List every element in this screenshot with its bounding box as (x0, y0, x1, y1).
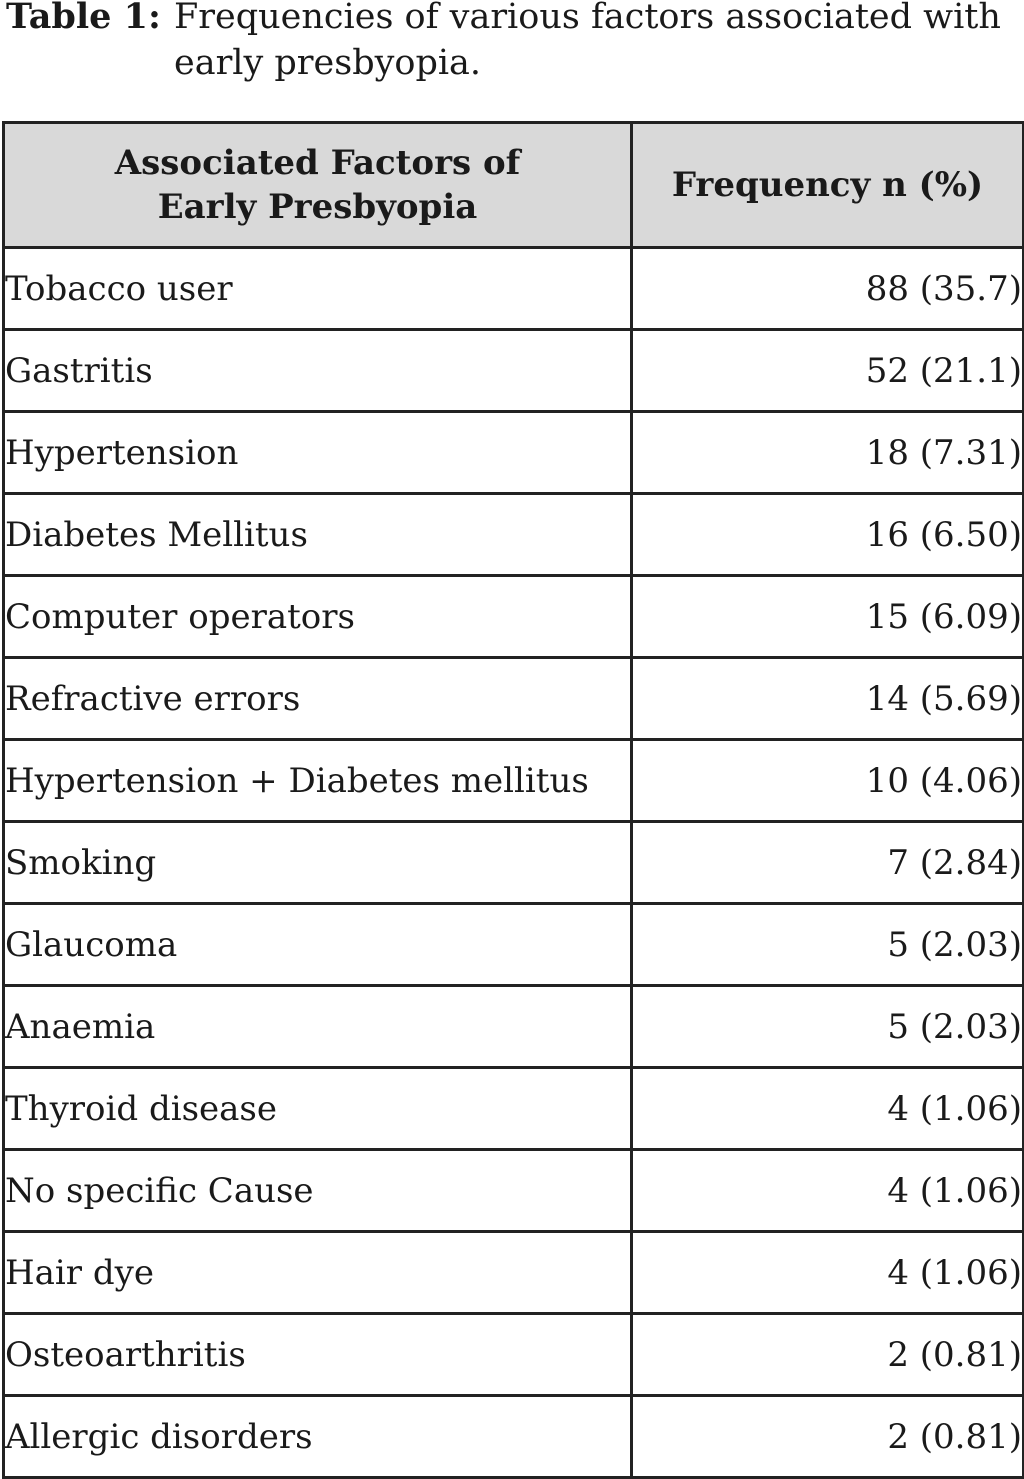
frequency-cell: 10 (4.06) (632, 740, 1024, 822)
header-associated-factors: Associated Factors of Early Presbyopia (4, 123, 632, 248)
frequency-cell: 5 (2.03) (632, 904, 1024, 986)
frequency-cell: 5 (2.03) (632, 986, 1024, 1068)
frequency-cell: 16 (6.50) (632, 494, 1024, 576)
frequency-cell: 88 (35.7) (632, 248, 1024, 330)
table-row (4, 1068, 1024, 1150)
table-row (4, 1314, 1024, 1396)
table-row (4, 330, 1024, 412)
factor-cell: Hypertension + Diabetes mellitus (4, 740, 632, 822)
table-row (4, 1150, 1024, 1232)
frequency-cell: 18 (7.31) (632, 412, 1024, 494)
frequency-cell: 2 (0.81) (632, 1396, 1024, 1478)
table-row (4, 248, 1024, 330)
frequency-cell: 2 (0.81) (632, 1314, 1024, 1396)
frequency-cell: 4 (1.06) (632, 1068, 1024, 1150)
factor-cell: Glaucoma (4, 904, 632, 986)
table-row (4, 822, 1024, 904)
table-row (4, 1396, 1024, 1478)
factor-cell: Anaemia (4, 986, 632, 1068)
factor-cell: Refractive errors (4, 658, 632, 740)
caption-text: Frequencies of various factors associated with early presbyopia. (174, 0, 1001, 83)
table-row (4, 658, 1024, 740)
table-caption (6, 0, 1018, 104)
table-row (4, 986, 1024, 1068)
factor-cell: Hair dye (4, 1232, 632, 1314)
table-row (4, 740, 1024, 822)
frequency-cell: 14 (5.69) (632, 658, 1024, 740)
factor-cell: Diabetes Mellitus (4, 494, 632, 576)
factor-cell: Computer operators (4, 576, 632, 658)
factor-cell: No specific Cause (4, 1150, 632, 1232)
factor-cell: Smoking (4, 822, 632, 904)
factor-cell: Thyroid disease (4, 1068, 632, 1150)
table-header-row (4, 123, 1024, 248)
table-row (4, 412, 1024, 494)
table-row (4, 904, 1024, 986)
factor-cell: Osteoarthritis (4, 1314, 632, 1396)
header-frequency: Frequency n (%) (632, 123, 1024, 248)
frequency-cell: 15 (6.09) (632, 576, 1024, 658)
factor-cell: Tobacco user (4, 248, 632, 330)
frequency-cell: 4 (1.06) (632, 1150, 1024, 1232)
table-row (4, 576, 1024, 658)
factor-cell: Hypertension (4, 412, 632, 494)
frequency-cell: 52 (21.1) (632, 330, 1024, 412)
caption-label: Table 1: (6, 0, 161, 37)
frequency-table (2, 121, 1024, 1479)
factor-cell: Allergic disorders (4, 1396, 632, 1478)
frequency-cell: 7 (2.84) (632, 822, 1024, 904)
table-row (4, 1232, 1024, 1314)
frequency-cell: 4 (1.06) (632, 1232, 1024, 1314)
factor-cell: Gastritis (4, 330, 632, 412)
table-row (4, 494, 1024, 576)
